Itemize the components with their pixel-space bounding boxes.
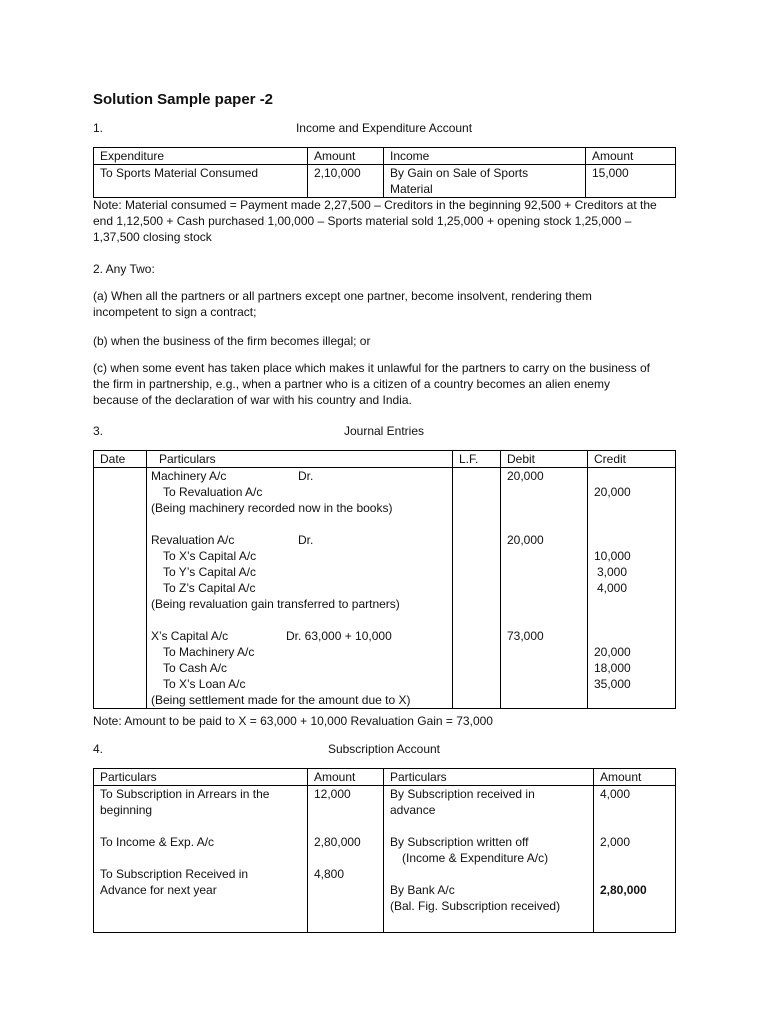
entry1-debit-line: Machinery A/c Dr.	[151, 469, 314, 483]
entry1-narration: (Being machinery recorded now in the books)	[151, 501, 393, 515]
table-header-row	[94, 769, 676, 786]
col-particulars: Particulars	[384, 769, 594, 786]
q4-heading	[93, 741, 675, 757]
q2-heading: 2. Any Two:	[93, 262, 155, 276]
table-row	[94, 165, 676, 198]
table-header-row	[94, 148, 676, 165]
col-amount: Amount	[308, 769, 384, 786]
col-amount: Amount	[586, 148, 676, 165]
col-amount: Amount	[594, 769, 676, 786]
col-amount: Amount	[308, 148, 384, 165]
q3-number: 3.	[93, 424, 104, 438]
q1-note: Note: Material consumed = Payment made 2,27,500 – Creditors in the beginning 92,500 + Creditors at the end 1,12,500 + Cash purchased 1,00,000 – Sports material sold 1,25,000 + opening stock 1,25,000 – 1,37,500 closing stock	[93, 198, 657, 244]
q1-number: 1.	[93, 121, 104, 135]
col-lf: L.F.	[453, 451, 501, 468]
q3-heading	[93, 423, 675, 439]
debit-particulars: To Subscription in Arrears in the beginning To Income & Exp. A/c To Subscription Received in Advance for next year	[94, 786, 308, 933]
q4-number: 4.	[93, 742, 104, 756]
q2-point-c: (c) when some event has taken place which makes it unlawful for the partners to carry on the business of the firm in partnership, e.g., when a partner who is a citizen of a country becomes an alien enemy because of the declaration of war with his country and India.	[93, 361, 650, 407]
q3-note: Note: Amount to be paid to X = 63,000 + 10,000 Revaluation Gain = 73,000	[93, 714, 493, 728]
particulars-cell: Machinery A/c Dr. To Revaluation A/c (Being machinery recorded now in the books) Revaluation A/c Dr. To X’s Capital A/c To Y’s Capital A/c To Z’s Capital A/c (Being revaluation gain transferred to partners) X’s Capital A/c Dr. 63,000 + 10,000 To Machinery A/c To Cash A/c To X’s Loan A/c (Being settlement made for the amount due to X)	[147, 468, 453, 709]
table-row	[94, 786, 676, 933]
entry3-narration: (Being settlement made for the amount due to X)	[151, 693, 411, 707]
page-title: Solution Sample paper -2	[93, 91, 274, 108]
credit-particulars: By Subscription received in advance By Subscription written off (Income & Expenditure A/c) By Bank A/c (Bal. Fig. Subscription received)	[384, 786, 594, 933]
income-item: By Gain on Sale of Sports Material	[384, 165, 586, 198]
expenditure-amount: 2,10,000	[308, 165, 384, 198]
table-row	[94, 468, 676, 709]
col-credit: Credit	[588, 451, 676, 468]
subscription-account-table	[93, 768, 675, 933]
q2-point-b: (b) when the business of the firm becomes illegal; or	[93, 334, 371, 348]
entry2-narration: (Being revaluation gain transferred to partners)	[151, 597, 400, 611]
entry3-debit-line: X’s Capital A/c Dr. 63,000 + 10,000	[151, 629, 392, 643]
income-amount: 15,000	[586, 165, 676, 198]
col-particulars: Particulars	[147, 451, 453, 468]
q3-title: Journal Entries	[343, 424, 425, 438]
lf-cell	[453, 468, 501, 709]
debit-cell: 20,000 20,000 73,000	[501, 468, 588, 709]
q1-heading	[93, 120, 675, 136]
col-particulars: Particulars	[94, 769, 308, 786]
date-cell	[94, 468, 147, 709]
q1-title: Income and Expenditure Account	[295, 121, 473, 135]
col-income: Income	[384, 148, 586, 165]
col-date: Date	[94, 451, 147, 468]
entry2-debit-line: Revaluation A/c Dr.	[151, 533, 314, 547]
col-debit: Debit	[501, 451, 588, 468]
journal-entries-table	[93, 450, 675, 709]
credit-cell: 20,000 10,000 3,000 4,000 20,000 18,000 35,000	[588, 468, 676, 709]
income-expenditure-table	[93, 147, 675, 198]
expenditure-item: To Sports Material Consumed	[94, 165, 308, 198]
debit-amounts: 12,000 2,80,000 4,800	[308, 786, 384, 933]
table-header-row	[94, 451, 676, 468]
q4-title: Subscription Account	[327, 742, 441, 756]
credit-amounts: 4,000 2,000 2,80,000	[594, 786, 676, 933]
q2-point-a: (a) When all the partners or all partners except one partner, become insolvent, rendering them incompetent to sign a contract;	[93, 289, 592, 319]
col-expenditure: Expenditure	[94, 148, 308, 165]
